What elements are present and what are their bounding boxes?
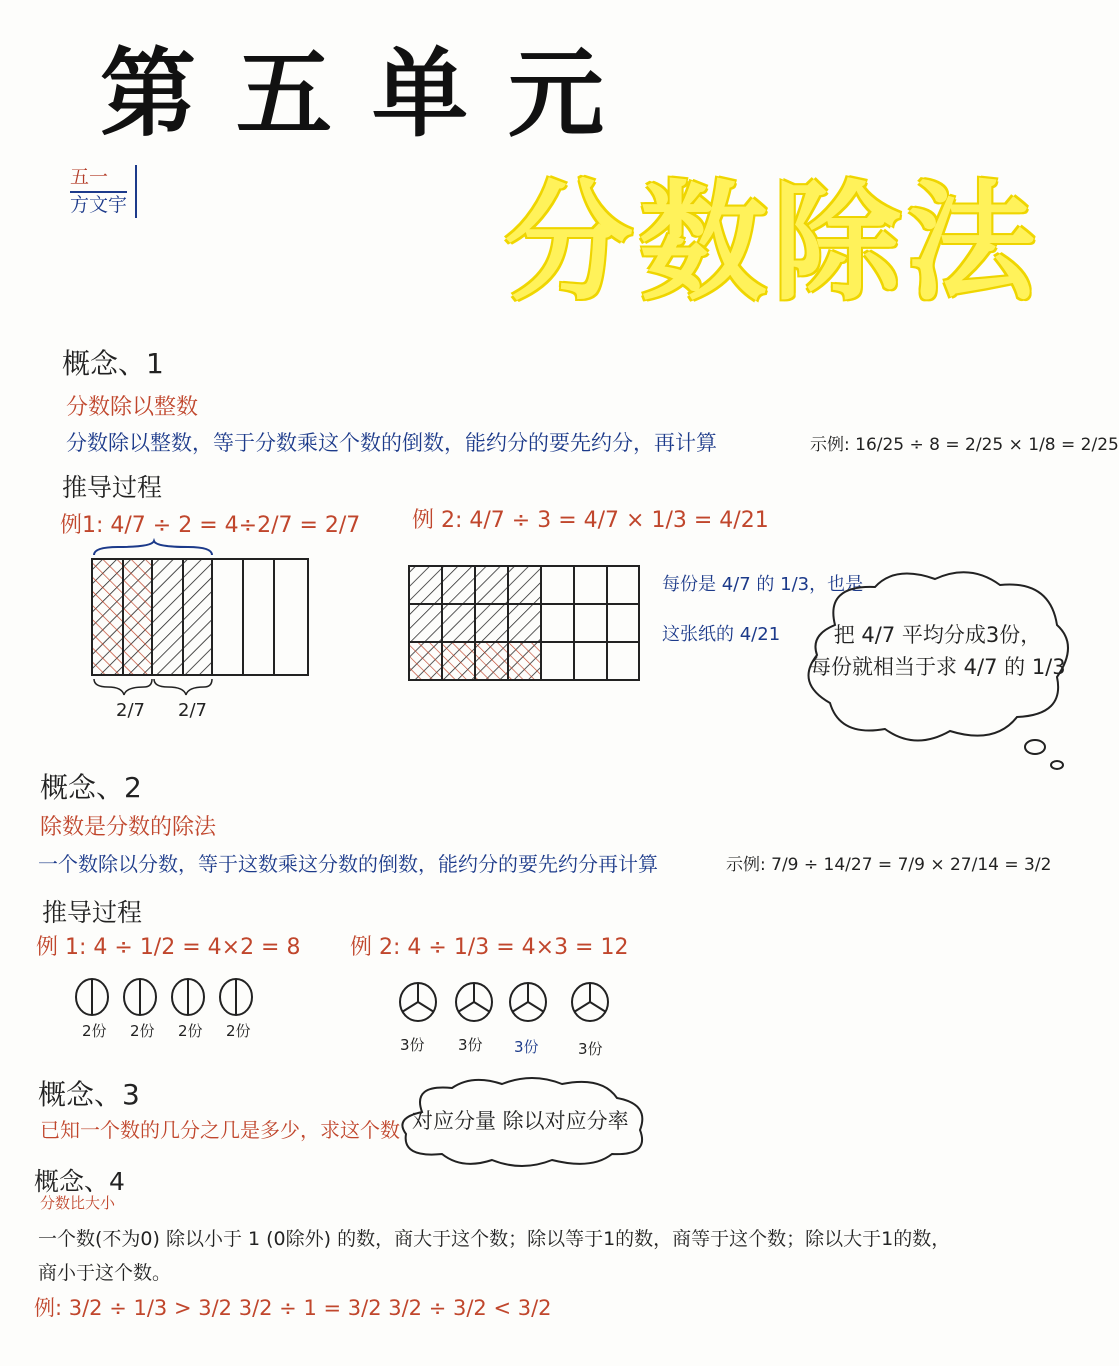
concept2-heading: 概念、2 xyxy=(40,771,142,804)
concept2-example: 示例: 7/9 ÷ 14/27 = 7/9 × 27/14 = 3/2 xyxy=(726,855,1052,875)
third-cake-label-4: 3份 xyxy=(578,1040,603,1058)
third-cakes-diagram xyxy=(392,978,622,1030)
grid-note-line1: 每份是 4/7 的 1/3，也是 xyxy=(662,574,864,595)
concept4-example: 例: 3/2 ÷ 1/3 > 3/2 3/2 ÷ 1 = 3/2 3/2 ÷ 3/2 < 3/2 xyxy=(34,1296,552,1320)
concept1-heading: 概念、1 xyxy=(62,347,164,380)
concept3-heading: 概念、3 xyxy=(38,1078,140,1111)
concept4-rule-line2: 商小于这个数。 xyxy=(38,1262,172,1284)
concept1-example: 示例: 16/25 ÷ 8 = 2/25 × 1/8 = 2/25 xyxy=(810,435,1119,455)
concept2-ex2: 例 2: 4 ÷ 1/3 = 4×3 = 12 xyxy=(350,935,629,960)
third-cake-label-1: 3份 xyxy=(400,1036,425,1054)
grid-note-line2: 这张纸的 4/21 xyxy=(662,624,781,645)
answer-cloud-text: 对应分量 除以对应分率 xyxy=(412,1109,629,1133)
concept2-subtitle: 除数是分数的除法 xyxy=(40,815,217,840)
half-cake-label-3: 2份 xyxy=(178,1022,203,1040)
third-cake-label-3: 3份 xyxy=(514,1038,539,1056)
half-cake-label-2: 2份 xyxy=(130,1022,155,1040)
concept2-ex1: 例 1: 4 ÷ 1/2 = 4×2 = 8 xyxy=(36,935,301,960)
cloud-text xyxy=(810,620,1065,683)
third-cake-label-2: 3份 xyxy=(458,1036,483,1054)
unit-title: 第五单元 xyxy=(100,38,644,150)
fraction-grid-diagram xyxy=(405,562,645,692)
concept1-subtitle: 分数除以整数 xyxy=(66,395,199,420)
concept3-rule: 已知一个数的几分之几是多少，求这个数 xyxy=(40,1118,400,1142)
concept1-derive: 推导过程 xyxy=(62,473,163,502)
concept1-rule: 分数除以整数，等于分数乘这个数的倒数，能约分的要先约分，再计算 xyxy=(66,431,717,455)
concept2-derive: 推导过程 xyxy=(42,898,143,927)
cloud-line1: 把 4/7 平均分成3份， xyxy=(833,623,1042,647)
concept2-rule: 一个数除以分数，等于这数乘这分数的倒数，能约分的要先约分再计算 xyxy=(38,852,658,876)
topic-title: 分数除法 xyxy=(505,169,1042,318)
concept4-rule-line1: 一个数(不为0) 除以小于 1 (0除外) 的数，商大于这个数；除以等于1的数，商等于这个数；除以大于1的数， xyxy=(38,1228,951,1250)
concept1-ex2: 例 2: 4/7 ÷ 3 = 4/7 × 1/3 = 4/21 xyxy=(412,508,769,533)
strip-label-right: 2/7 xyxy=(178,700,207,721)
cloud-line2: 每份就相当于求 4/7 的 1/3 xyxy=(810,654,1066,679)
concept1-ex1: 例1: 4/7 ÷ 2 = 4÷2/7 = 2/7 xyxy=(60,513,361,538)
half-cake-label-4: 2份 xyxy=(226,1022,251,1040)
half-cake-label-1: 2份 xyxy=(82,1022,107,1040)
student-name: 方文宇 xyxy=(70,193,128,216)
half-cakes-diagram xyxy=(70,975,265,1023)
concept4-subtitle: 分数比大小 xyxy=(40,1194,116,1212)
concept4-heading: 概念、4 xyxy=(34,1167,125,1196)
class-label: 五一 xyxy=(70,165,127,193)
name-tag xyxy=(70,165,137,218)
fraction-strip-diagram xyxy=(88,545,313,705)
strip-label-left: 2/7 xyxy=(116,700,145,721)
